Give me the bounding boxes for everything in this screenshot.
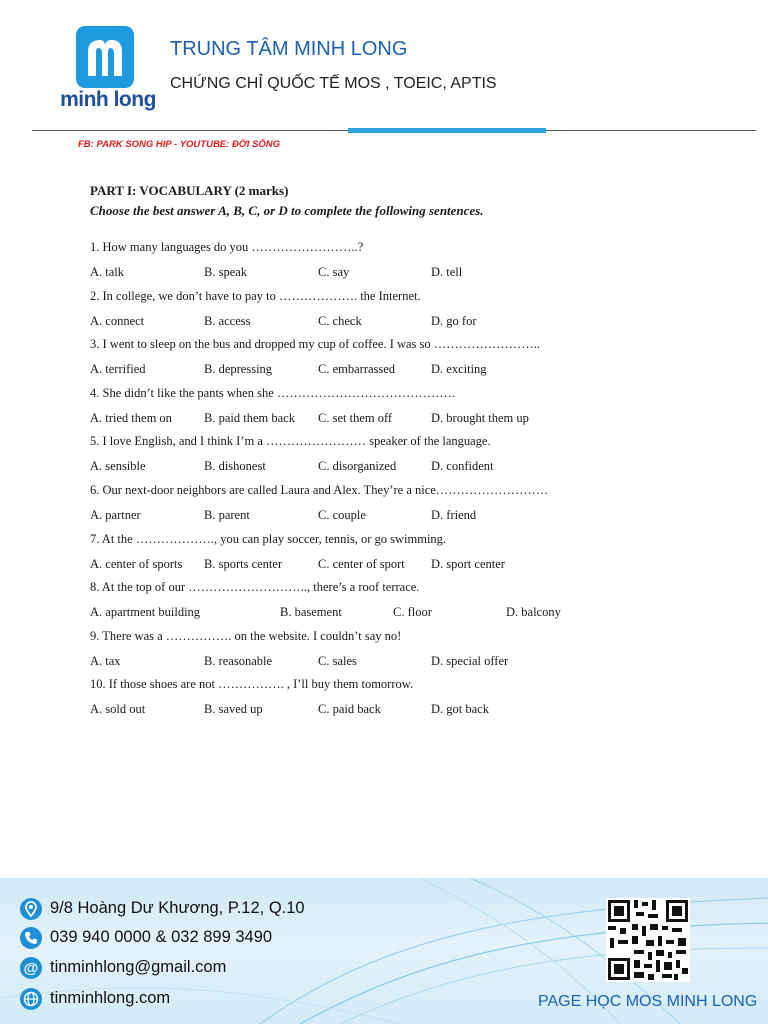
option-c: C. disorganized (318, 459, 397, 474)
option-d: D. go for (431, 313, 477, 328)
option-a: A. sensible (90, 459, 146, 474)
question-item (90, 240, 690, 289)
option-a: A. connect (90, 313, 145, 328)
option-a: A. talk (90, 265, 125, 279)
question-item (90, 483, 690, 532)
option-b: B. basement (280, 605, 342, 620)
option-b: B. paid them back (204, 410, 295, 425)
option-c: C. say (318, 265, 350, 279)
option-a: A. center of sports (90, 556, 183, 571)
option-b: B. sports center (204, 556, 283, 571)
option-d: D. balcony (506, 605, 561, 620)
option-c: C. sales (318, 653, 357, 668)
question-text: 10. If those shoes are not ……………. , I’ll buy them tomorrow. (90, 677, 414, 692)
option-b: B. parent (204, 507, 250, 522)
email-text[interactable]: tinminhlong@gmail.com (50, 958, 227, 976)
option-d: D. sport center (431, 556, 505, 571)
page-label: PAGE HỌC MOS MINH LONG (538, 993, 758, 1010)
question-item (90, 677, 690, 726)
question-text: 9. There was a ……………. on the website. I couldn’t say no! (90, 628, 402, 643)
option-d: D. special offer (431, 653, 509, 668)
question-text: 2. In college, we don’t have to pay to ………………. the Internet. (90, 288, 421, 303)
option-c: C. paid back (318, 702, 381, 717)
phone-icon (20, 927, 42, 949)
answer-options (90, 702, 690, 720)
option-a: A. partner (90, 507, 141, 522)
question-text: 3. I went to sleep on the bus and dropped my cup of coffee. I was so …………………….. (90, 337, 541, 352)
header-accent-bar (348, 128, 546, 133)
answer-options (90, 605, 690, 623)
answer-options (90, 314, 690, 332)
question-item (90, 337, 690, 386)
option-b: B. depressing (204, 362, 273, 377)
question-text: 7. At the ………………., you can play soccer, tennis, or go swimming. (90, 531, 447, 546)
question-item (90, 289, 690, 338)
address-text: 9/8 Hoàng Dư Khương, P.12, Q.10 (50, 899, 305, 917)
question-text: 1. How many languages do you ……………………..? (90, 240, 364, 254)
center-subtitle: CHỨNG CHỈ QUỐC TẾ MOS , TOEIC, APTIS (170, 75, 497, 92)
social-line: FB: PARK SONG HIP - YOUTUBE: ĐỜI SỐNG (78, 139, 281, 150)
email-icon (20, 957, 42, 979)
website-text[interactable]: tinminhlong.com (50, 989, 171, 1007)
logo-mark (76, 26, 134, 88)
answer-options (90, 411, 690, 429)
option-b: B. dishonest (204, 459, 266, 474)
answer-options (90, 654, 690, 672)
option-c: C. embarrassed (318, 362, 396, 377)
option-a: A. tax (90, 653, 121, 668)
option-d: D. tell (431, 265, 463, 279)
qr-code-icon[interactable] (606, 898, 690, 982)
option-a: A. apartment building (90, 605, 201, 620)
option-b: B. saved up (204, 702, 263, 717)
location-icon (20, 898, 42, 920)
question-item (90, 434, 690, 483)
option-c: C. center of sport (318, 556, 405, 571)
question-item (90, 386, 690, 435)
question-text: 5. I love English, and I think I’m a …………………… speaker of the language. (90, 434, 491, 449)
option-c: C. check (318, 313, 362, 328)
option-d: D. confident (431, 459, 494, 474)
option-b: B. access (204, 313, 251, 328)
center-name: TRUNG TÂM MINH LONG (170, 38, 408, 60)
footer (0, 878, 768, 1024)
option-a: A. tried them on (90, 410, 172, 425)
option-b: B. speak (204, 265, 248, 279)
answer-options (90, 508, 690, 526)
option-d: D. brought them up (431, 410, 529, 425)
option-b: B. reasonable (204, 653, 273, 668)
question-item (90, 580, 690, 629)
question-item (90, 629, 690, 678)
answer-options (90, 265, 690, 283)
option-d: D. got back (431, 702, 489, 717)
instruction: Choose the best answer A, B, C, or D to complete the following sentences. (90, 203, 484, 218)
answer-options (90, 557, 690, 575)
answer-options (90, 459, 690, 477)
option-a: A. terrified (90, 362, 146, 377)
option-c: C. couple (318, 507, 366, 522)
logo-text: minh long (60, 88, 156, 111)
question-text: 6. Our next-door neighbors are called Laura and Alex. They’re a nice……………………… (90, 482, 549, 497)
answer-options (90, 362, 690, 380)
option-d: D. exciting (431, 362, 487, 377)
logo-m-icon (76, 26, 134, 88)
question-text: 4. She didn’t like the pants when she ……………………………………. (90, 385, 456, 400)
phone-text: 039 940 0000 & 032 899 3490 (50, 928, 273, 946)
option-c: C. floor (393, 605, 432, 620)
option-a: A. sold out (90, 702, 146, 717)
part-title: PART I: VOCABULARY (2 marks) (90, 183, 289, 198)
option-c: C. set them off (318, 410, 393, 425)
question-text: 8. At the top of our ……………………….., there’s a roof terrace. (90, 580, 420, 595)
svg-text:@: @ (23, 960, 39, 977)
question-item (90, 532, 690, 581)
question-list (90, 240, 690, 726)
globe-icon (20, 988, 42, 1010)
option-d: D. friend (431, 507, 477, 522)
